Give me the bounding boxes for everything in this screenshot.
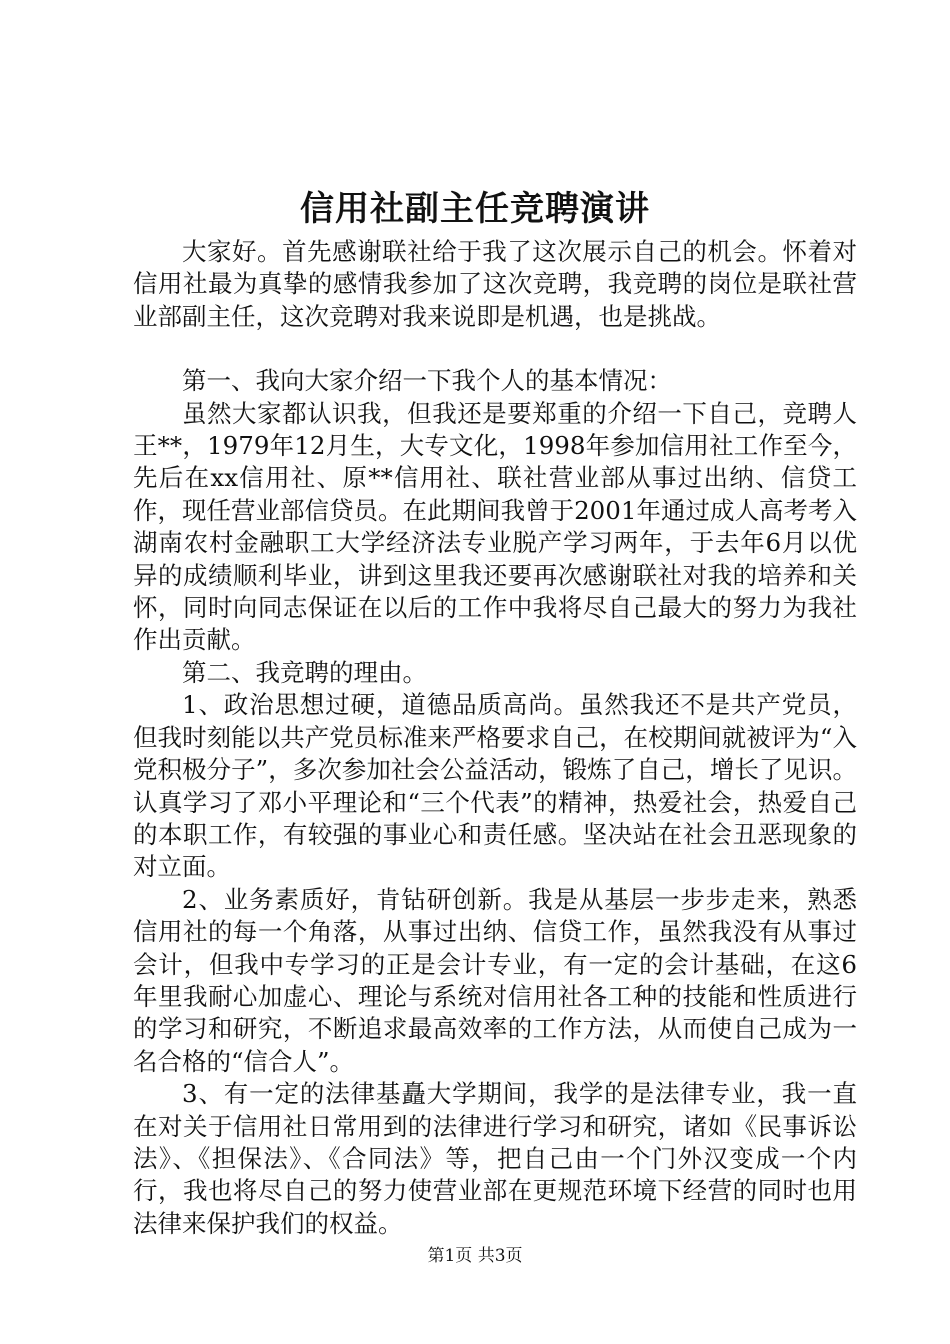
document-title: 信用社副主任竞聘演讲: [300, 189, 650, 229]
page-footer: 第1页 共3页: [427, 1246, 523, 1266]
paragraph-greeting: 大家好。首先感谢联社给于我了这次展示自己的机会。怀着对信用社最为真挚的感情我参加了这次竞聘，我竞聘的岗位是联社营业部副主任，这次竞聘对我来说即是机遇，也是挑战。: [133, 237, 857, 331]
paragraph-reason-legal: 3、有一定的法律基矗大学期间，我学的是法律专业，我一直在对关于信用社日常用到的法律进行学习和研究，诸如《民事诉讼法》、《担保法》、《合同法》等，把自己由一个门外汉变成一个内行，我也将尽自己的努力使营业部在更规范环境下经营的同时也用法律来保护我们的权益。: [133, 1079, 857, 1238]
document-body: [133, 236, 857, 1240]
paragraph-self-introduction: 虽然大家都认识我，但我还是要郑重的介绍一下自己，竞聘人王**，1979年12月生，大专文化，1998年参加信用社工作至今，先后在xx信用社、原**信用社、联社营业部从事过出纳、信贷工作，现任营业部信贷员。在此期间我曾于2001年通过成人高考考入湖南农村金融职工大学经济法专业脱产学习两年，于去年6月以优异的成绩顺利毕业，讲到这里我还要再次感谢联社对我的培养和关怀，同时向同志保证在以后的工作中我将尽自己最大的努力为我社作出贡献。: [133, 398, 857, 655]
paragraph-section-one-heading: 第一、我向大家介绍一下我个人的基本情况：: [182, 366, 672, 396]
paragraph-reason-political: 1、政治思想过硬，道德品质高尚。虽然我还不是共产党员，但我时刻能以共产党员标准来严格要求自己，在校期间就被评为“入党积极分子”，多次参加社会公益活动，锻炼了自己，增长了见识。认真学习了邓小平理论和“三个代表”的精神，热爱社会，热爱自己的本职工作，有较强的事业心和责任感。坚决站在社会丑恶现象的对立面。: [133, 690, 857, 882]
paragraph-section-two-heading: 第二、我竞聘的理由。: [182, 657, 427, 687]
paragraph-reason-professional: 2、业务素质好，肯钻研创新。我是从基层一步步走来，熟悉信用社的每一个角落，从事过出纳、信贷工作，虽然我没有从事过会计，但我中专学习的正是会计专业，有一定的会计基础，在这6年里我耐心加虚心、理论与系统对信用社各工种的技能和性质进行的学习和研究，不断追求最高效率的工作方法，从而使自己成为一名合格的“信合人”。: [133, 884, 857, 1076]
